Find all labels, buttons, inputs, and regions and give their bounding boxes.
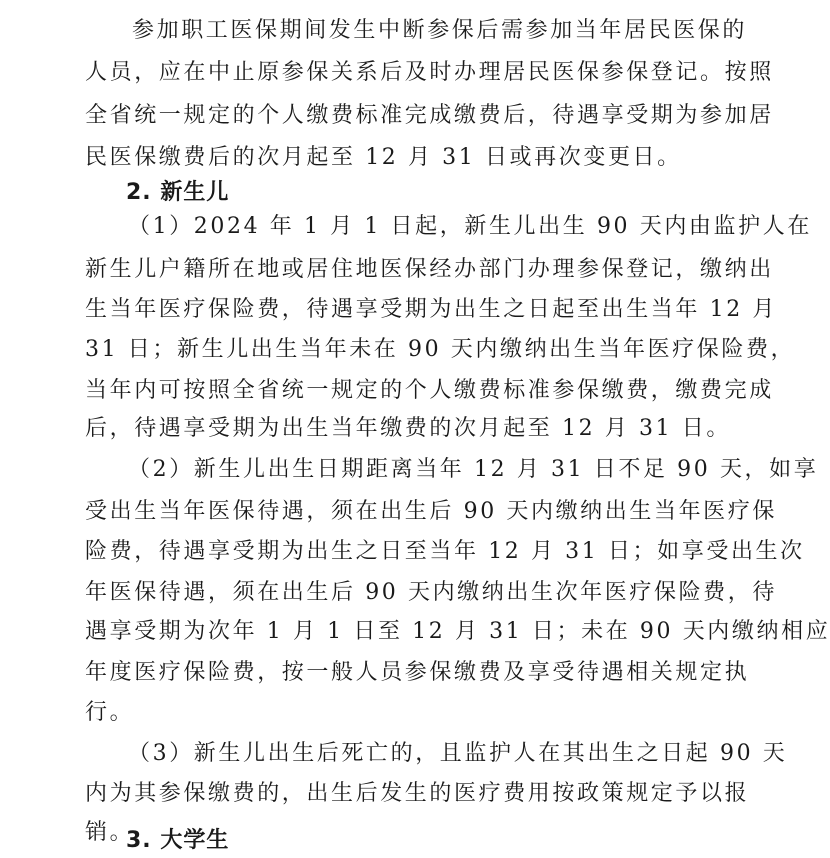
paragraph-line: 当年内可按照全省统一规定的个人缴费标准参保缴费，缴费完成: [85, 378, 774, 403]
paragraph-line: （2）新生儿出生日期距离当年 12 月 31 日不足 90 天，如享: [128, 457, 819, 482]
section-heading: 3. 大学生: [126, 828, 230, 853]
paragraph-line: 参加职工医保期间发生中断参保后需参加当年居民医保的: [132, 18, 748, 43]
paragraph-line: 后，待遇享受期为出生当年缴费的次月起至 12 月 31 日。: [85, 416, 731, 441]
paragraph-line: 全省统一规定的个人缴费标准完成缴费后，待遇享受期为参加居: [85, 103, 774, 128]
paragraph-line: 民医保缴费后的次月起至 12 月 31 日或再次变更日。: [85, 145, 682, 170]
paragraph-line: 人员，应在中止原参保关系后及时办理居民医保参保登记。按照: [85, 60, 774, 85]
paragraph-line: 险费，待遇享受期为出生之日至当年 12 月 31 日；如享受出生次: [85, 539, 805, 564]
paragraph-line: 内为其参保缴费的，出生后发生的医疗费用按政策规定予以报: [85, 781, 750, 806]
paragraph-line: 遇享受期为次年 1 月 1 日至 12 月 31 日；未在 90 天内缴纳相应: [85, 619, 830, 644]
paragraph-line: 行。: [85, 700, 135, 725]
paragraph-line: 销。: [85, 820, 135, 845]
paragraph-line: （1）2024 年 1 月 1 日起，新生儿出生 90 天内由监护人在: [128, 214, 812, 239]
section-heading: 2. 新生儿: [126, 180, 230, 205]
paragraph-line: 年医保待遇，须在出生后 90 天内缴纳出生次年医疗保险费，待: [85, 580, 777, 605]
paragraph-line: 年度医疗保险费，按一般人员参保缴费及享受待遇相关规定执: [85, 660, 750, 685]
paragraph-line: 31 日；新生儿出生当年未在 90 天内缴纳出生当年医疗保险费，: [85, 337, 796, 362]
paragraph-line: 受出生当年医保待遇，须在出生后 90 天内缴纳出生当年医疗保: [85, 499, 777, 524]
paragraph-line: （3）新生儿出生后死亡的，且监护人在其出生之日起 90 天: [128, 741, 788, 766]
paragraph-line: 新生儿户籍所在地或居住地医保经办部门办理参保登记，缴纳出: [85, 257, 774, 282]
paragraph-line: 生当年医疗保险费，待遇享受期为出生之日起至出生当年 12 月: [85, 297, 777, 322]
